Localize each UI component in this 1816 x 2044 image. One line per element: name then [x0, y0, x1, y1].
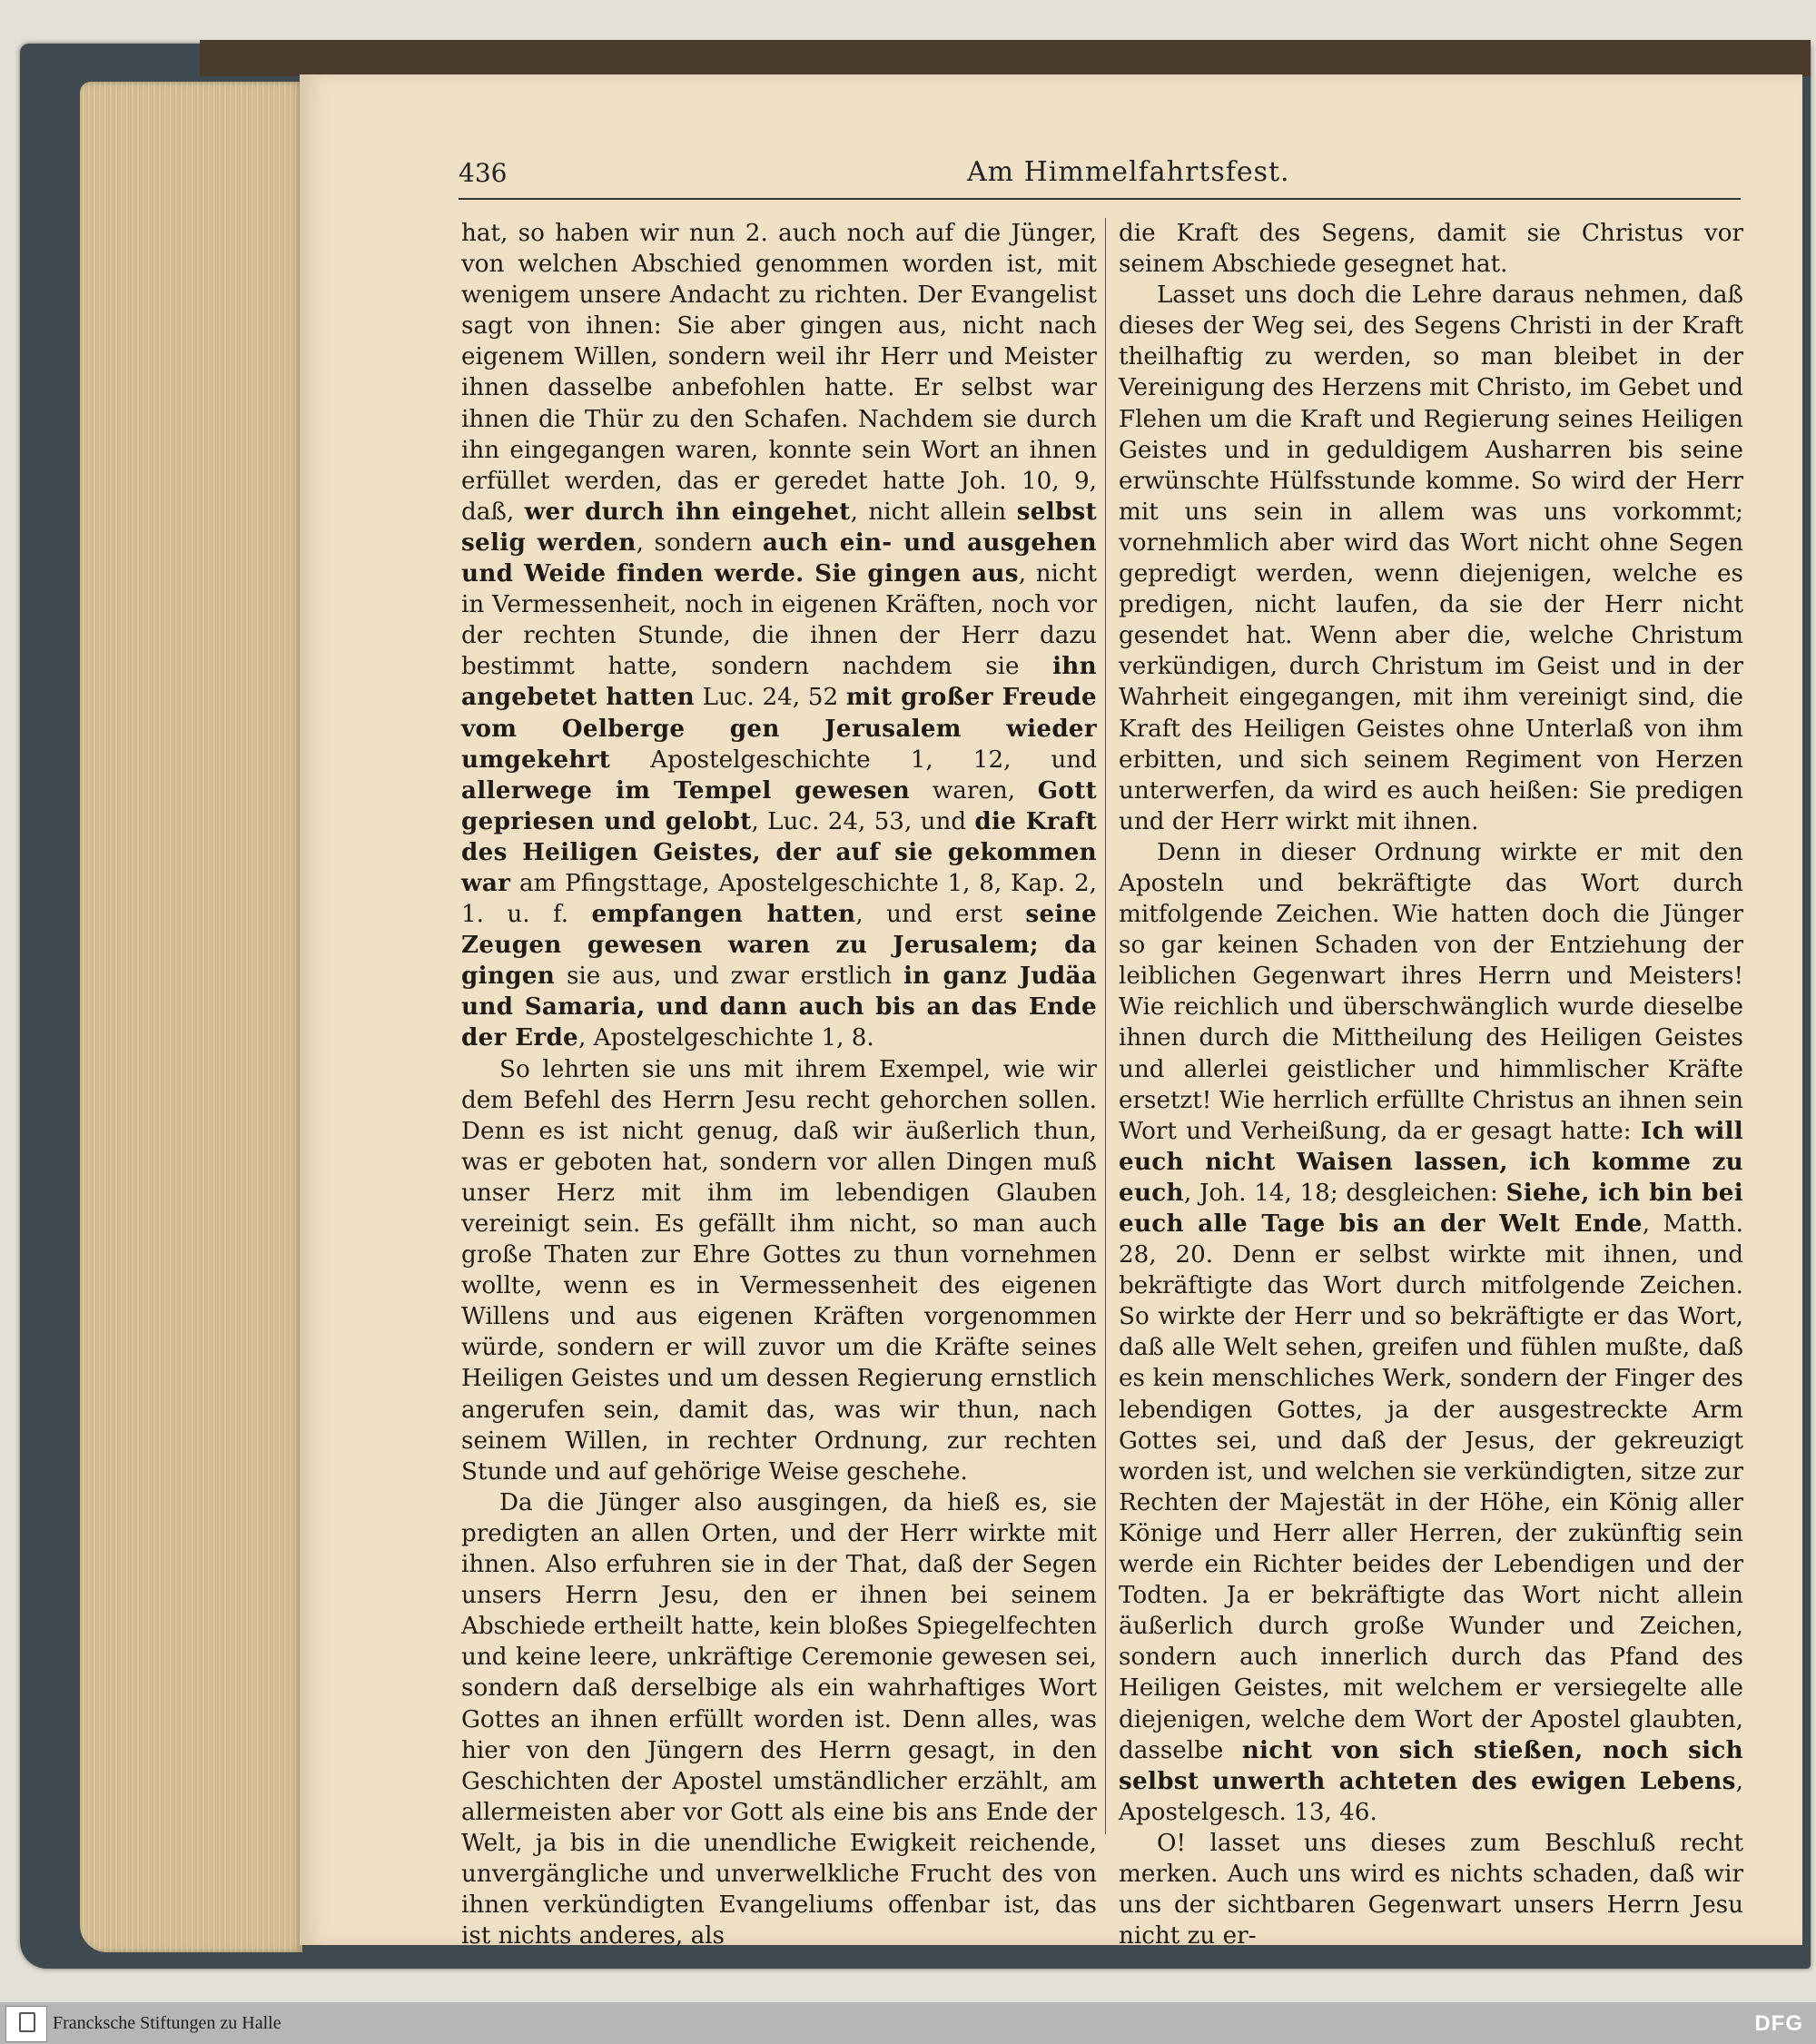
paragraph: Da die Jünger also ausgingen, da hieß es, sie predigten an allen Orten, und der Herr wirkte mit ihnen. Also erfuhren sie in der That, daß der Segen unsers Herrn Jesu, den er ihnen bei seinem Abschiede ertheilt hatte, kein bloßes Spiegelfechten und keine leere, unkräftige Ceremonie gewesen sei, sondern daß derselbige als ein wahrhaftiges Wort Gottes an ihnen erfüllt worden ist. Denn alles, was hier von den Jüngern des Herrn gesagt, in den Geschichten der Apostel umständlicher erzählt, am allermeisten aber vor Gott als eine bis ans Ende der Welt, ja bis in die unendliche Ewigkeit reichende, unvergängliche und unverwelkliche Frucht des von ihnen verkündigten Evangeliums offenbar ist, das ist nichts anderes, als — [461, 1488, 1097, 1950]
page-stack-edge — [80, 82, 302, 1952]
column-divider — [1105, 218, 1106, 1834]
book-spine-top — [200, 40, 1811, 76]
left-text-column — [461, 218, 1097, 1951]
paragraph: die Kraft des Segens, damit sie Christus vor seinem Abschiede gesegnet hat. — [1119, 220, 1743, 279]
paragraph: Lasset uns doch die Lehre daraus nehmen, daß dieses der Weg sei, des Segens Christi in der Kraft theilhaftig zu werden, so man bleibet in der Vereinigung des Herzens mit Christo, im Gebet und Flehen um die Kraft und Regierung seines Heiligen Geistes und in geduldigem Ausharren bis seine erwünschte Hülfsstunde komme. So wird der Herr mit uns sein in allem was uns vorkommt; vornehmlich aber wird das Wort nicht ohne Segen gepredigt werden, wenn diejenigen, welche es predigen, nicht laufen, da sie der Herr nicht gesendet hat. Wenn aber die, welche Christum verkündigen, durch Christum im Geist und in der Wahrheit eingegangen, mit ihm vereinigt sind, die Kraft des Heiligen Geistes ohne Unterlaß von ihm erbitten, und sich seinem Regiment von Herzen unterwerfen, da wird es auch heißen: Sie predigen und der Herr wirkt mit ihnen. — [1119, 281, 1743, 835]
paragraph: hat, so haben wir nun 2. auch noch auf die Jünger, von welchen Abschied genommen worden ist, mit wenigem unsere Andacht zu richten. Der Evangelist sagt von ihnen: Sie aber gingen aus, nicht nach eigenem Willen, sondern weil ihr Herr und Meister ihnen dasselbe anbefohlen hatte. Er selbst war ihnen die Thür zu den Schafen. Nachdem sie durch ihn eingegangen waren, konnte sein Wort an ihnen erfüllet werden, das er geredet hatte Joh. 10, 9, daß, wer durch ihn eingehet, nicht allein selbst selig werden, sondern auch ein- und ausgehen und Weide finden werde. Sie gingen aus, nicht in Vermessenheit, noch in eigenen Kräften, noch vor der rechten Stunde, die ihnen der Herr dazu bestimmt hatte, sondern nachdem sie ihn angebetet hatten Luc. 24, 52 mit großer Freude vom Oelberge gen Jerusalem wieder umgekehrt Apostelgeschichte 1, 12, und allerwege im Tempel gewesen waren, Gott gepriesen und gelobt, Luc. 24, 53, und die Kraft des Heiligen Geistes, der auf sie gekommen war am Pfingsttage, Apostelgeschichte 1, 8, Kap. 2, 1. u. f. empfangen hatten, und erst seine Zeugen gewesen waren zu Jerusalem; da gingen sie aus, und zwar erstlich in ganz Judäa und Samaria, und dann auch bis an das Ende der Erde, Apostelgeschichte 1, 8. — [461, 220, 1098, 1052]
page-number: 436 — [459, 158, 508, 188]
viewer-footer-bar — [0, 2002, 1816, 2044]
institution-logo-icon — [5, 2006, 47, 2042]
running-title: Am Himmelfahrtsfest. — [967, 156, 1290, 188]
page-header — [459, 156, 1741, 200]
right-text-column — [1119, 218, 1743, 1951]
paragraph: O! lasset uns dieses zum Beschluß recht merken. Auch uns wird es nichts schaden, daß wir uns der sichtbaren Gegenwart unsers Herrn Jesu nicht zu er- — [1119, 1829, 1743, 1950]
dfg-logo: DFG — [1754, 2011, 1803, 2036]
paragraph: So lehrten sie uns mit ihrem Exempel, wie wir dem Befehl des Herrn Jesu recht gehorchen sollen. Denn es ist nicht genug, daß wir äußerlich thun, was er geboten hat, sondern vor allen Dingen muß unser Herz mit ihm im lebendigen Glauben vereinigt sein. Es gefällt ihm nicht, so man auch große Thaten zur Ehre Gottes zu thun vornehmen wollte, wenn es in Vermessenheit des eigenen Willens und aus eigenen Kräften vorgenommen würde, sondern er will zuvor um die Kräfte seines Heiligen Geistes und um dessen Regierung ernstlich angerufen sein, damit das, was wir thun, nach seinem Willen, in rechter Ordnung, zur rechten Stunde und auf gehörige Weise geschehe. — [461, 1055, 1097, 1486]
paragraph: Denn in dieser Ordnung wirkte er mit den Aposteln und bekräftigte das Wort durch mitfolgende Zeichen. Wie hatten doch die Jünger so gar keinen Schaden von der Entziehung der leiblichen Gegenwart ihres Herrn und Meisters! Wie reichlich und überschwänglich wurde dieselbe ihnen durch die Mittheilung des Heiligen Geistes und allerlei geistlicher und himmlischer Kräfte ersetzt! Wie herrlich erfüllte Christus an ihnen sein Wort und Verheißung, da er gesagt hatte: Ich will euch nicht Waisen lassen, ich komme zu euch, Joh. 14, 18; desgleichen: Siehe, ich bin bei euch alle Tage bis an der Welt Ende, Matth. 28, 20. Denn er selbst wirkte mit ihnen, und bekräftigte das Wort durch mitfolgende Zeichen. So wirkte der Herr und so bekräftigte er das Wort, daß alle Welt sehen, greifen und fühlen mußte, daß es kein menschliches Werk, sondern der Finger des lebendigen Gottes, ja der ausgestreckte Arm Gottes sei, und daß der Jesus, der gekreuzigt worden ist, und welchen sie verkündigten, sitze zur Rechten der Majestät in der Höhe, ein König aller Könige und Herr aller Herren, der zukünftig sein werde ein Richter beides der Lebendigen und der Todten. Ja er bekräftigte das Wort nicht allein äußerlich durch große Wunder und Zeichen, sondern auch innerlich durch das Pfand des Heiligen Geistes, mit welchem er versiegelte alle diejenigen, welche dem Wort der Apostel glaubten, dasselbe nicht von sich stießen, noch sich selbst unwerth achteten des ewigen Lebens, Apostelgesch. 13, 46. — [1119, 838, 1744, 1826]
institution-name: Francksche Stiftungen zu Halle — [53, 2013, 281, 2033]
